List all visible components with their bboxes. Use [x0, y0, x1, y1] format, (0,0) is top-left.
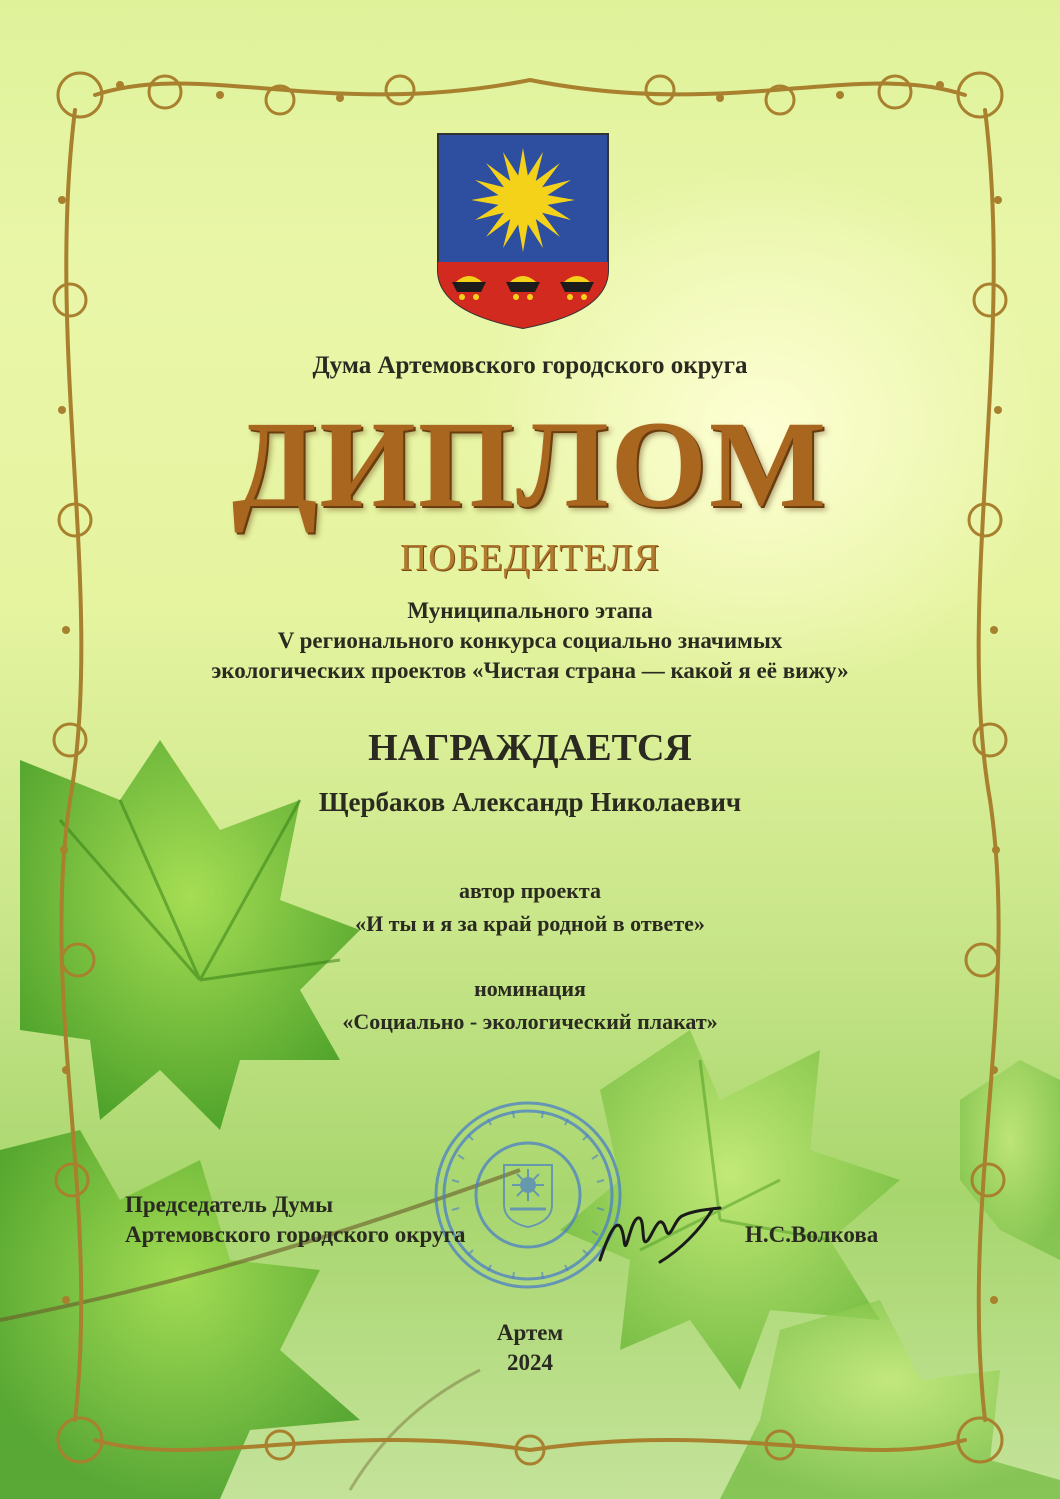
- organization-name: Дума Артемовского городского округа: [312, 352, 748, 379]
- signer-name: Н.С.Волкова: [745, 1222, 879, 1247]
- awarded-label: НАГРАЖДАЕТСЯ: [368, 727, 692, 769]
- nomination-name: «Социально - экологический плакат»: [342, 1009, 718, 1034]
- project-block: [0, 874, 1060, 940]
- event-line-3: экологических проектов «Чистая страна — какой я её вижу»: [211, 657, 849, 683]
- position-line-1: Председатель Думы: [125, 1192, 334, 1217]
- diploma-subtitle: ПОБЕДИТЕЛЯ: [399, 537, 661, 579]
- diploma-title: ДИПЛОМ: [231, 396, 829, 533]
- city: Артем: [496, 1320, 564, 1345]
- event-description: [0, 596, 1060, 686]
- position-line-2: Артемовского городского округа: [125, 1221, 466, 1247]
- project-name: «И ты и я за край родной в ответе»: [355, 911, 705, 936]
- handwritten-signature: [590, 1190, 740, 1280]
- year: 2024: [507, 1349, 553, 1375]
- event-line-2: V регионального конкурса социально значимых: [277, 627, 783, 653]
- place-and-year: [0, 1318, 1060, 1378]
- event-line-1: Муниципального этапа: [407, 598, 653, 623]
- coat-of-arms-emblem: [434, 130, 612, 330]
- nomination-label: номинация: [474, 976, 586, 1001]
- recipient-name: Щербаков Александр Николаевич: [318, 787, 742, 817]
- project-label: автор проекта: [458, 878, 601, 903]
- chairman-position: [125, 1190, 465, 1250]
- nomination-block: [0, 972, 1060, 1038]
